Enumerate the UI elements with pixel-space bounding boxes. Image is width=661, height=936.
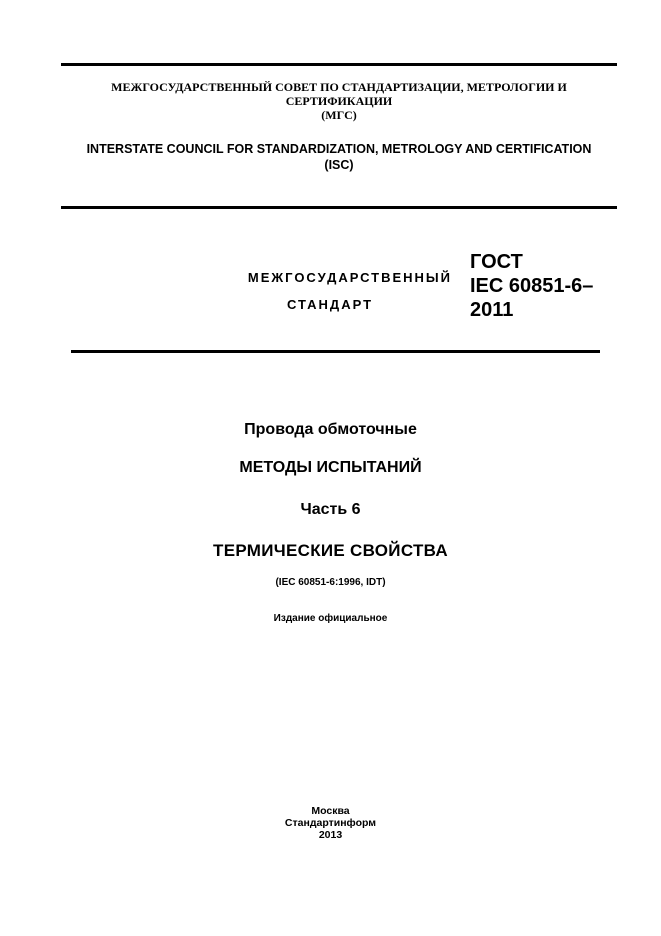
gost-line2: IEC 60851-6– bbox=[470, 275, 594, 297]
document-part-title: ТЕРМИЧЕСКИЕ СВОЙСТВА bbox=[213, 541, 448, 560]
council-name-english bbox=[55, 141, 623, 173]
top-divider bbox=[61, 63, 617, 66]
document-methods-title: МЕТОДЫ ИСПЫТАНИЙ bbox=[239, 459, 422, 476]
edition-note: Издание официальное bbox=[273, 613, 388, 624]
gost-designation bbox=[470, 250, 593, 322]
council-name-russian bbox=[61, 80, 617, 122]
publisher-name: Стандартинформ bbox=[284, 817, 377, 829]
publisher-block bbox=[0, 805, 661, 841]
iec-reference: (IEC 60851-6:1996, IDT) bbox=[275, 577, 386, 588]
document-subject: Провода обмоточные bbox=[244, 421, 417, 438]
middle-divider bbox=[61, 206, 617, 209]
publisher-city: Москва bbox=[311, 805, 350, 817]
council-ru-line1: МЕЖГОСУДАРСТВЕННЫЙ СОВЕТ ПО СТАНДАРТИЗАЦИИ, МЕТРОЛОГИИ И bbox=[111, 80, 567, 94]
gost-line1: ГОСТ bbox=[470, 251, 523, 273]
lower-divider bbox=[71, 350, 600, 353]
standard-type-line1: МЕЖГОСУДАРСТВЕННЫЙ bbox=[247, 270, 452, 285]
publication-year: 2013 bbox=[318, 829, 343, 841]
council-en-abbreviation: (ISC) bbox=[324, 158, 354, 172]
council-ru-abbreviation: (МГС) bbox=[321, 108, 357, 122]
document-part: Часть 6 bbox=[300, 501, 361, 518]
council-ru-line2: СЕРТИФИКАЦИИ bbox=[285, 94, 393, 108]
gost-line3: 2011 bbox=[470, 299, 514, 321]
standard-type-line2: СТАНДАРТ bbox=[286, 297, 374, 312]
council-en-line1: INTERSTATE COUNCIL FOR STANDARDIZATION, METROLOGY AND CERTIFICATION bbox=[86, 142, 592, 156]
